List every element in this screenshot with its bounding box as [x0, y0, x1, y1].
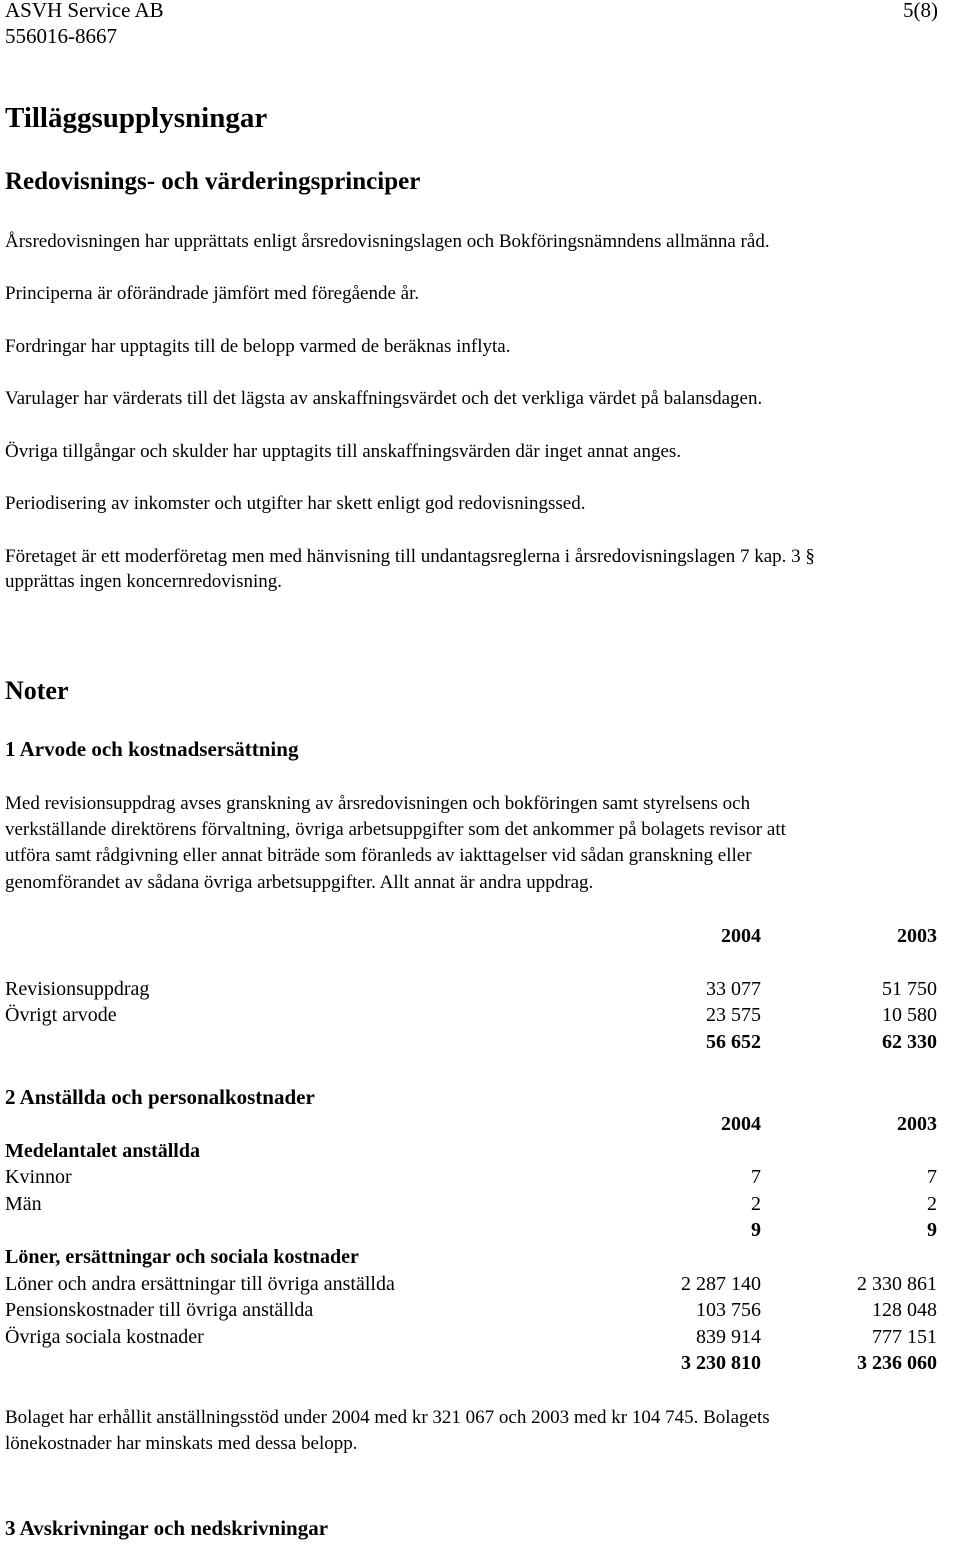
page-title: Tilläggsupplysningar [5, 102, 268, 134]
principles-paragraph: Periodisering av inkomster och utgifter har skett enligt god redovisningssed. [5, 493, 586, 514]
employees-heading: Medelantalet anställda [5, 1140, 200, 1162]
note2-text-line: Bolaget har erhållit anställningsstöd under 2004 med kr 321 067 och 2003 med kr 104 745. Bolagets [5, 1407, 770, 1428]
employees-row-label: Kvinnor [5, 1166, 72, 1188]
note2-year-2004: 2004 [721, 1113, 761, 1135]
note1-year-2003: 2003 [897, 925, 937, 947]
note1-row-value-2004: 33 077 [706, 978, 761, 1000]
employees-row-value-2004: 2 [751, 1193, 761, 1215]
salaries-row-label: Övriga sociala kostnader [5, 1326, 204, 1348]
note2-year-2003: 2003 [897, 1113, 937, 1135]
note1-text-line: Med revisionsuppdrag avses granskning av årsredovisningen och bokföringen samt styrelsens och [5, 793, 751, 814]
salaries-row-label: Pensionskostnader till övriga anställda [5, 1299, 314, 1321]
note1-row-value-2003: 10 580 [882, 1004, 937, 1026]
principles-heading: Redovisnings- och värderingsprinciper [5, 168, 421, 195]
page-number: 5(8) [903, 0, 938, 22]
principles-paragraph: Företaget är ett moderföretag men med hänvisning till undantagsreglerna i årsredovisningslagen 7 kap. 3 § [5, 546, 815, 567]
org-number: 556016-8667 [5, 24, 117, 48]
note1-heading: 1 Arvode och kostnadsersättning [5, 737, 299, 761]
employees-total-2003: 9 [927, 1219, 937, 1241]
salaries-total-2003: 3 236 060 [857, 1352, 937, 1374]
note1-row-value-2003: 51 750 [882, 978, 937, 1000]
salaries-row-value-2003: 777 151 [872, 1326, 937, 1348]
note1-text-line: utföra samt rådgivning eller annat biträde som föranleds av iakttagelser vid sådan granskning eller [5, 845, 752, 866]
note1-text-line: genomförandet av sådana övriga arbetsuppgifter. Allt annat är andra uppdrag. [5, 872, 594, 893]
employees-row-label: Män [5, 1193, 42, 1215]
employees-row-value-2003: 2 [927, 1193, 937, 1215]
note1-total-2003: 62 330 [882, 1031, 937, 1053]
salaries-row-value-2003: 2 330 861 [857, 1273, 937, 1295]
note1-row-label: Revisionsuppdrag [5, 978, 150, 1000]
note1-row-label: Övrigt arvode [5, 1004, 117, 1026]
principles-paragraph: Övriga tillgångar och skulder har upptagits till anskaffningsvärden där inget annat anges. [5, 441, 682, 462]
note1-total-2004: 56 652 [706, 1031, 761, 1053]
note3-heading: 3 Avskrivningar och nedskrivningar [5, 1516, 329, 1540]
salaries-row-value-2004: 103 756 [696, 1299, 761, 1321]
notes-heading: Noter [5, 676, 69, 705]
principles-paragraph: upprättas ingen koncernredovisning. [5, 571, 283, 592]
note1-row-value-2004: 23 575 [706, 1004, 761, 1026]
note1-year-2004: 2004 [721, 925, 761, 947]
principles-paragraph: Årsredovisningen har upprättats enligt årsredovisningslagen och Bokföringsnämndens allmänna råd. [5, 231, 770, 252]
principles-paragraph: Fordringar har upptagits till de belopp varmed de beräknas inflyta. [5, 336, 511, 357]
note1-text-line: verkställande direktörens förvaltning, övriga arbetsuppgifter som det ankommer på bolagets revisor att [5, 819, 786, 840]
salaries-row-value-2003: 128 048 [872, 1299, 937, 1321]
salaries-heading: Löner, ersättningar och sociala kostnader [5, 1246, 359, 1268]
salaries-row-label: Löner och andra ersättningar till övriga anställda [5, 1273, 395, 1295]
principles-paragraph: Varulager har värderats till det lägsta av anskaffningsvärdet och det verkliga värdet på balansdagen. [5, 388, 763, 409]
company-name: ASVH Service AB [5, 0, 164, 22]
note2-heading: 2 Anställda och personalkostnader [5, 1085, 315, 1109]
employees-total-2004: 9 [751, 1219, 761, 1241]
employees-row-value-2003: 7 [927, 1166, 937, 1188]
salaries-row-value-2004: 2 287 140 [681, 1273, 761, 1295]
salaries-row-value-2004: 839 914 [696, 1326, 761, 1348]
salaries-total-2004: 3 230 810 [681, 1352, 761, 1374]
principles-paragraph: Principerna är oförändrade jämfört med föregående år. [5, 283, 420, 304]
note2-text-line: lönekostnader har minskats med dessa belopp. [5, 1433, 358, 1454]
employees-row-value-2004: 7 [751, 1166, 761, 1188]
